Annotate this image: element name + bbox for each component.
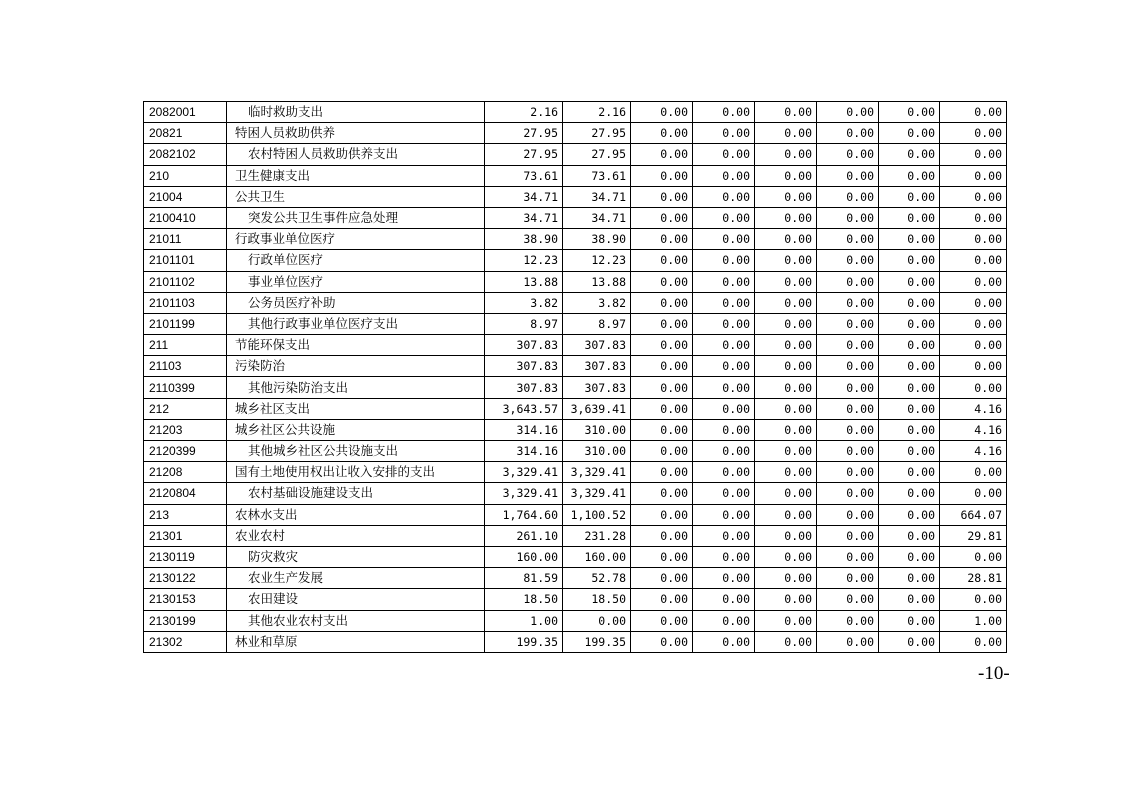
amount-cell: 664.07 xyxy=(940,504,1007,525)
subject-code-cell: 21011 xyxy=(144,229,227,250)
amount-cell: 0.00 xyxy=(693,610,755,631)
amount-cell: 314.16 xyxy=(485,419,563,440)
subject-name-cell: 防灾救灾 xyxy=(227,546,485,567)
table-row xyxy=(144,250,1007,271)
table-row xyxy=(144,377,1007,398)
amount-cell: 0.00 xyxy=(631,356,693,377)
amount-cell: 27.95 xyxy=(563,144,631,165)
amount-cell: 0.00 xyxy=(693,589,755,610)
amount-cell: 0.00 xyxy=(755,419,817,440)
amount-cell: 0.00 xyxy=(940,483,1007,504)
amount-cell: 0.00 xyxy=(693,271,755,292)
amount-cell: 27.95 xyxy=(563,123,631,144)
amount-cell: 310.00 xyxy=(563,441,631,462)
amount-cell: 0.00 xyxy=(693,292,755,313)
subject-code-cell: 2101103 xyxy=(144,292,227,313)
amount-cell: 160.00 xyxy=(485,546,563,567)
amount-cell: 3,643.57 xyxy=(485,398,563,419)
amount-cell: 261.10 xyxy=(485,525,563,546)
table-row xyxy=(144,102,1007,123)
amount-cell: 0.00 xyxy=(817,250,879,271)
subject-name-cell: 林业和草原 xyxy=(227,631,485,652)
amount-cell: 0.00 xyxy=(631,144,693,165)
amount-cell: 0.00 xyxy=(879,568,940,589)
subject-name-cell: 农业农村 xyxy=(227,525,485,546)
amount-cell: 0.00 xyxy=(817,144,879,165)
table-row xyxy=(144,186,1007,207)
table-row xyxy=(144,335,1007,356)
amount-cell: 0.00 xyxy=(631,292,693,313)
amount-cell: 0.00 xyxy=(693,250,755,271)
amount-cell: 0.00 xyxy=(940,144,1007,165)
amount-cell: 0.00 xyxy=(879,229,940,250)
amount-cell: 0.00 xyxy=(755,250,817,271)
subject-name-cell: 特困人员救助供养 xyxy=(227,123,485,144)
amount-cell: 0.00 xyxy=(755,377,817,398)
subject-name-cell: 行政事业单位医疗 xyxy=(227,229,485,250)
amount-cell: 0.00 xyxy=(693,229,755,250)
subject-code-cell: 2120399 xyxy=(144,441,227,462)
amount-cell: 0.00 xyxy=(879,271,940,292)
amount-cell: 0.00 xyxy=(817,610,879,631)
table-row xyxy=(144,546,1007,567)
amount-cell: 0.00 xyxy=(879,186,940,207)
amount-cell: 0.00 xyxy=(817,102,879,123)
amount-cell: 0.00 xyxy=(940,292,1007,313)
amount-cell: 27.95 xyxy=(485,123,563,144)
subject-code-cell: 2120804 xyxy=(144,483,227,504)
amount-cell: 0.00 xyxy=(693,568,755,589)
amount-cell: 0.00 xyxy=(879,250,940,271)
amount-cell: 38.90 xyxy=(485,229,563,250)
subject-code-cell: 2101101 xyxy=(144,250,227,271)
amount-cell: 13.88 xyxy=(563,271,631,292)
subject-code-cell: 2110399 xyxy=(144,377,227,398)
amount-cell: 73.61 xyxy=(485,165,563,186)
amount-cell: 0.00 xyxy=(693,419,755,440)
amount-cell: 0.00 xyxy=(755,568,817,589)
subject-code-cell: 20821 xyxy=(144,123,227,144)
amount-cell: 52.78 xyxy=(563,568,631,589)
table-row xyxy=(144,631,1007,652)
amount-cell: 0.00 xyxy=(879,144,940,165)
subject-name-cell: 其他农业农村支出 xyxy=(227,610,485,631)
amount-cell: 0.00 xyxy=(755,165,817,186)
table-row xyxy=(144,568,1007,589)
amount-cell: 0.00 xyxy=(817,313,879,334)
amount-cell: 307.83 xyxy=(563,335,631,356)
amount-cell: 0.00 xyxy=(693,356,755,377)
amount-cell: 0.00 xyxy=(693,123,755,144)
subject-code-cell: 2101102 xyxy=(144,271,227,292)
amount-cell: 0.00 xyxy=(755,123,817,144)
amount-cell: 28.81 xyxy=(940,568,1007,589)
subject-name-cell: 其他行政事业单位医疗支出 xyxy=(227,313,485,334)
amount-cell: 0.00 xyxy=(940,335,1007,356)
table-row xyxy=(144,483,1007,504)
subject-name-cell: 公务员医疗补助 xyxy=(227,292,485,313)
amount-cell: 0.00 xyxy=(879,546,940,567)
amount-cell: 199.35 xyxy=(563,631,631,652)
amount-cell: 0.00 xyxy=(940,313,1007,334)
amount-cell: 0.00 xyxy=(879,610,940,631)
amount-cell: 4.16 xyxy=(940,419,1007,440)
subject-code-cell: 2082001 xyxy=(144,102,227,123)
amount-cell: 0.00 xyxy=(693,313,755,334)
subject-name-cell: 农田建设 xyxy=(227,589,485,610)
amount-cell: 1.00 xyxy=(940,610,1007,631)
table-row xyxy=(144,610,1007,631)
amount-cell: 3,329.41 xyxy=(485,462,563,483)
amount-cell: 0.00 xyxy=(940,631,1007,652)
subject-code-cell: 21302 xyxy=(144,631,227,652)
amount-cell: 0.00 xyxy=(755,335,817,356)
amount-cell: 0.00 xyxy=(755,631,817,652)
amount-cell: 4.16 xyxy=(940,441,1007,462)
amount-cell: 0.00 xyxy=(755,462,817,483)
amount-cell: 3,329.41 xyxy=(485,483,563,504)
amount-cell: 0.00 xyxy=(631,250,693,271)
amount-cell: 307.83 xyxy=(563,377,631,398)
amount-cell: 0.00 xyxy=(693,207,755,228)
amount-cell: 0.00 xyxy=(817,525,879,546)
table-row xyxy=(144,525,1007,546)
amount-cell: 0.00 xyxy=(940,207,1007,228)
amount-cell: 0.00 xyxy=(631,335,693,356)
table-row xyxy=(144,462,1007,483)
amount-cell: 0.00 xyxy=(817,441,879,462)
amount-cell: 38.90 xyxy=(563,229,631,250)
amount-cell: 0.00 xyxy=(693,483,755,504)
amount-cell: 0.00 xyxy=(940,123,1007,144)
subject-code-cell: 21208 xyxy=(144,462,227,483)
subject-name-cell: 城乡社区公共设施 xyxy=(227,419,485,440)
amount-cell: 0.00 xyxy=(755,589,817,610)
table-row xyxy=(144,123,1007,144)
amount-cell: 34.71 xyxy=(563,186,631,207)
subject-code-cell: 211 xyxy=(144,335,227,356)
amount-cell: 0.00 xyxy=(693,165,755,186)
amount-cell: 0.00 xyxy=(755,186,817,207)
subject-code-cell: 2130199 xyxy=(144,610,227,631)
amount-cell: 0.00 xyxy=(631,441,693,462)
amount-cell: 0.00 xyxy=(879,123,940,144)
amount-cell: 0.00 xyxy=(693,102,755,123)
amount-cell: 73.61 xyxy=(563,165,631,186)
table-row xyxy=(144,207,1007,228)
amount-cell: 0.00 xyxy=(755,229,817,250)
amount-cell: 0.00 xyxy=(631,525,693,546)
amount-cell: 0.00 xyxy=(817,186,879,207)
amount-cell: 0.00 xyxy=(755,398,817,419)
subject-name-cell: 农林水支出 xyxy=(227,504,485,525)
amount-cell: 8.97 xyxy=(485,313,563,334)
subject-name-cell: 突发公共卫生事件应急处理 xyxy=(227,207,485,228)
amount-cell: 0.00 xyxy=(693,398,755,419)
amount-cell: 307.83 xyxy=(485,377,563,398)
amount-cell: 0.00 xyxy=(631,313,693,334)
amount-cell: 0.00 xyxy=(940,356,1007,377)
amount-cell: 0.00 xyxy=(693,441,755,462)
amount-cell: 0.00 xyxy=(631,589,693,610)
amount-cell: 2.16 xyxy=(485,102,563,123)
amount-cell: 0.00 xyxy=(755,483,817,504)
amount-cell: 0.00 xyxy=(817,165,879,186)
amount-cell: 1,764.60 xyxy=(485,504,563,525)
amount-cell: 0.00 xyxy=(631,610,693,631)
amount-cell: 0.00 xyxy=(563,610,631,631)
amount-cell: 0.00 xyxy=(817,398,879,419)
table-row xyxy=(144,229,1007,250)
amount-cell: 0.00 xyxy=(817,292,879,313)
amount-cell: 0.00 xyxy=(879,525,940,546)
amount-cell: 0.00 xyxy=(817,229,879,250)
subject-name-cell: 公共卫生 xyxy=(227,186,485,207)
subject-code-cell: 21301 xyxy=(144,525,227,546)
amount-cell: 0.00 xyxy=(940,462,1007,483)
amount-cell: 0.00 xyxy=(940,377,1007,398)
amount-cell: 0.00 xyxy=(631,123,693,144)
amount-cell: 0.00 xyxy=(879,356,940,377)
subject-code-cell: 21103 xyxy=(144,356,227,377)
amount-cell: 0.00 xyxy=(817,462,879,483)
amount-cell: 0.00 xyxy=(631,207,693,228)
amount-cell: 12.23 xyxy=(563,250,631,271)
table-row xyxy=(144,504,1007,525)
amount-cell: 0.00 xyxy=(693,144,755,165)
amount-cell: 0.00 xyxy=(631,398,693,419)
amount-cell: 0.00 xyxy=(940,186,1007,207)
amount-cell: 0.00 xyxy=(879,102,940,123)
amount-cell: 0.00 xyxy=(879,165,940,186)
subject-name-cell: 农村特困人员救助供养支出 xyxy=(227,144,485,165)
subject-code-cell: 2082102 xyxy=(144,144,227,165)
subject-name-cell: 城乡社区支出 xyxy=(227,398,485,419)
amount-cell: 0.00 xyxy=(879,504,940,525)
amount-cell: 12.23 xyxy=(485,250,563,271)
amount-cell: 0.00 xyxy=(631,102,693,123)
amount-cell: 0.00 xyxy=(755,292,817,313)
subject-name-cell: 事业单位医疗 xyxy=(227,271,485,292)
amount-cell: 0.00 xyxy=(940,589,1007,610)
amount-cell: 8.97 xyxy=(563,313,631,334)
subject-code-cell: 21203 xyxy=(144,419,227,440)
amount-cell: 0.00 xyxy=(631,483,693,504)
table-row xyxy=(144,398,1007,419)
amount-cell: 0.00 xyxy=(631,165,693,186)
table-row xyxy=(144,419,1007,440)
amount-cell: 0.00 xyxy=(817,631,879,652)
amount-cell: 0.00 xyxy=(940,165,1007,186)
expenditure-table xyxy=(143,101,1007,653)
amount-cell: 0.00 xyxy=(631,462,693,483)
amount-cell: 0.00 xyxy=(755,313,817,334)
subject-code-cell: 212 xyxy=(144,398,227,419)
table-row xyxy=(144,271,1007,292)
amount-cell: 0.00 xyxy=(817,207,879,228)
subject-name-cell: 农业生产发展 xyxy=(227,568,485,589)
table-row xyxy=(144,589,1007,610)
amount-cell: 3,329.41 xyxy=(563,483,631,504)
amount-cell: 0.00 xyxy=(631,546,693,567)
amount-cell: 0.00 xyxy=(817,377,879,398)
subject-code-cell: 210 xyxy=(144,165,227,186)
amount-cell: 0.00 xyxy=(693,525,755,546)
subject-name-cell: 农村基础设施建设支出 xyxy=(227,483,485,504)
amount-cell: 29.81 xyxy=(940,525,1007,546)
amount-cell: 0.00 xyxy=(631,568,693,589)
subject-name-cell: 节能环保支出 xyxy=(227,335,485,356)
amount-cell: 0.00 xyxy=(693,335,755,356)
amount-cell: 199.35 xyxy=(485,631,563,652)
amount-cell: 0.00 xyxy=(940,102,1007,123)
amount-cell: 0.00 xyxy=(755,441,817,462)
amount-cell: 0.00 xyxy=(940,250,1007,271)
subject-code-cell: 2101199 xyxy=(144,313,227,334)
subject-code-cell: 21004 xyxy=(144,186,227,207)
amount-cell: 0.00 xyxy=(817,419,879,440)
subject-name-cell: 污染防治 xyxy=(227,356,485,377)
amount-cell: 0.00 xyxy=(879,441,940,462)
amount-cell: 0.00 xyxy=(755,356,817,377)
subject-name-cell: 临时救助支出 xyxy=(227,102,485,123)
subject-name-cell: 其他城乡社区公共设施支出 xyxy=(227,441,485,462)
amount-cell: 314.16 xyxy=(485,441,563,462)
amount-cell: 231.28 xyxy=(563,525,631,546)
amount-cell: 3.82 xyxy=(485,292,563,313)
amount-cell: 0.00 xyxy=(817,356,879,377)
amount-cell: 0.00 xyxy=(755,525,817,546)
amount-cell: 0.00 xyxy=(693,377,755,398)
amount-cell: 0.00 xyxy=(879,377,940,398)
amount-cell: 0.00 xyxy=(940,229,1007,250)
amount-cell: 0.00 xyxy=(693,631,755,652)
table-row xyxy=(144,313,1007,334)
amount-cell: 0.00 xyxy=(631,504,693,525)
amount-cell: 0.00 xyxy=(755,504,817,525)
amount-cell: 0.00 xyxy=(879,292,940,313)
amount-cell: 0.00 xyxy=(631,186,693,207)
amount-cell: 0.00 xyxy=(817,271,879,292)
subject-code-cell: 213 xyxy=(144,504,227,525)
subject-code-cell: 2130119 xyxy=(144,546,227,567)
amount-cell: 4.16 xyxy=(940,398,1007,419)
amount-cell: 0.00 xyxy=(755,102,817,123)
subject-code-cell: 2100410 xyxy=(144,207,227,228)
amount-cell: 1,100.52 xyxy=(563,504,631,525)
amount-cell: 0.00 xyxy=(693,462,755,483)
page-number: -10- xyxy=(978,663,1010,684)
amount-cell: 0.00 xyxy=(817,335,879,356)
amount-cell: 307.83 xyxy=(563,356,631,377)
amount-cell: 0.00 xyxy=(817,589,879,610)
amount-cell: 0.00 xyxy=(817,123,879,144)
subject-name-cell: 其他污染防治支出 xyxy=(227,377,485,398)
amount-cell: 0.00 xyxy=(879,483,940,504)
amount-cell: 3,329.41 xyxy=(563,462,631,483)
subject-name-cell: 国有土地使用权出让收入安排的支出 xyxy=(227,462,485,483)
amount-cell: 0.00 xyxy=(631,377,693,398)
amount-cell: 0.00 xyxy=(879,313,940,334)
amount-cell: 3.82 xyxy=(563,292,631,313)
table-row xyxy=(144,292,1007,313)
amount-cell: 18.50 xyxy=(485,589,563,610)
amount-cell: 34.71 xyxy=(485,207,563,228)
amount-cell: 0.00 xyxy=(693,546,755,567)
amount-cell: 34.71 xyxy=(485,186,563,207)
amount-cell: 0.00 xyxy=(879,631,940,652)
subject-name-cell: 卫生健康支出 xyxy=(227,165,485,186)
amount-cell: 0.00 xyxy=(693,186,755,207)
amount-cell: 0.00 xyxy=(940,271,1007,292)
amount-cell: 0.00 xyxy=(879,335,940,356)
amount-cell: 0.00 xyxy=(631,229,693,250)
amount-cell: 13.88 xyxy=(485,271,563,292)
subject-code-cell: 2130122 xyxy=(144,568,227,589)
amount-cell: 307.83 xyxy=(485,335,563,356)
table-body xyxy=(144,102,1007,653)
amount-cell: 0.00 xyxy=(879,589,940,610)
table-row xyxy=(144,165,1007,186)
amount-cell: 27.95 xyxy=(485,144,563,165)
amount-cell: 0.00 xyxy=(817,504,879,525)
amount-cell: 0.00 xyxy=(631,419,693,440)
amount-cell: 0.00 xyxy=(755,207,817,228)
amount-cell: 1.00 xyxy=(485,610,563,631)
amount-cell: 0.00 xyxy=(693,504,755,525)
amount-cell: 0.00 xyxy=(940,546,1007,567)
amount-cell: 0.00 xyxy=(879,462,940,483)
subject-name-cell: 行政单位医疗 xyxy=(227,250,485,271)
amount-cell: 310.00 xyxy=(563,419,631,440)
amount-cell: 160.00 xyxy=(563,546,631,567)
amount-cell: 2.16 xyxy=(563,102,631,123)
table-row xyxy=(144,441,1007,462)
amount-cell: 0.00 xyxy=(755,144,817,165)
table-row xyxy=(144,356,1007,377)
amount-cell: 0.00 xyxy=(755,546,817,567)
amount-cell: 0.00 xyxy=(879,419,940,440)
amount-cell: 0.00 xyxy=(631,271,693,292)
amount-cell: 0.00 xyxy=(755,271,817,292)
subject-code-cell: 2130153 xyxy=(144,589,227,610)
amount-cell: 18.50 xyxy=(563,589,631,610)
amount-cell: 0.00 xyxy=(879,207,940,228)
amount-cell: 307.83 xyxy=(485,356,563,377)
amount-cell: 0.00 xyxy=(817,546,879,567)
amount-cell: 0.00 xyxy=(631,631,693,652)
amount-cell: 0.00 xyxy=(817,568,879,589)
amount-cell: 3,639.41 xyxy=(563,398,631,419)
amount-cell: 0.00 xyxy=(817,483,879,504)
table-row xyxy=(144,144,1007,165)
amount-cell: 0.00 xyxy=(879,398,940,419)
amount-cell: 81.59 xyxy=(485,568,563,589)
amount-cell: 34.71 xyxy=(563,207,631,228)
amount-cell: 0.00 xyxy=(755,610,817,631)
